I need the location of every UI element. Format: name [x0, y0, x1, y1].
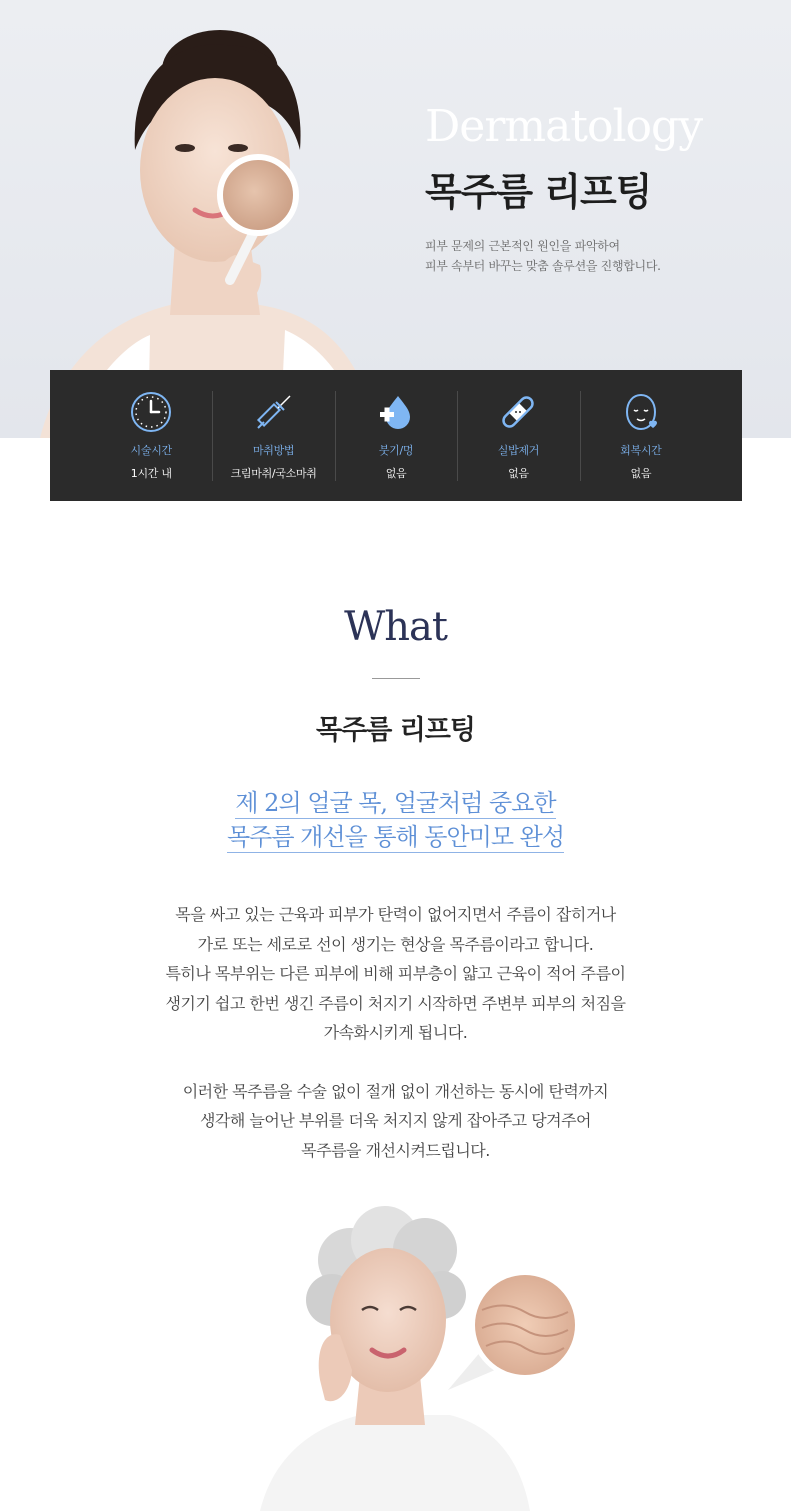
info-label: 실밥제거 — [497, 444, 540, 457]
info-item-duration — [90, 391, 212, 481]
syringe-icon — [252, 390, 296, 434]
quote-line: 제 2의 얼굴 목, 얼굴처럼 중요한 — [235, 789, 556, 817]
body-line: 특히나 목부위는 다른 피부에 비해 피부층이 얇고 근육이 적어 주름이 — [165, 964, 626, 983]
hero-desc-line: 피부 속부터 바꾸는 맞춤 솔루션을 진행합니다. — [425, 259, 661, 273]
bandage-icon — [496, 390, 540, 434]
face-heart-icon — [619, 390, 663, 434]
hero-desc-line: 피부 문제의 근본적인 원인을 파악하여 — [425, 239, 620, 253]
section-subtitle: 목주름 리프팅 — [316, 715, 475, 746]
info-label: 마취방법 — [252, 444, 295, 457]
quote-line: 목주름 개선을 통해 동안미모 완성 — [226, 823, 565, 851]
hero-script-title: Dermatology — [425, 101, 703, 152]
info-label: 붓기/멍 — [378, 444, 414, 457]
body-line: 생각해 늘어난 부위를 더욱 처지지 않게 잡아주고 당겨주어 — [199, 1111, 592, 1130]
info-item-recovery — [580, 391, 702, 481]
info-value: 크림마취/국소마취 — [230, 467, 317, 480]
hero-text-block — [425, 100, 765, 276]
info-item-anesthesia — [212, 391, 334, 481]
section-title-what: What — [344, 604, 447, 650]
divider-line — [372, 678, 420, 679]
clock-icon — [129, 390, 173, 434]
hero-title: 목주름 리프팅 — [425, 170, 652, 214]
body-line: 목을 싸고 있는 근육과 피부가 탄력이 없어지면서 주름이 잡히거나 — [175, 905, 616, 924]
body-line: 생기기 쉽고 한번 생긴 주름이 처지기 시작하면 주변부 피부의 처짐을 — [165, 993, 626, 1013]
procedure-info-bar — [50, 370, 742, 501]
info-value: 없음 — [508, 467, 529, 480]
senior-woman-image — [220, 1200, 600, 1511]
info-value: 없음 — [630, 467, 652, 480]
info-label: 시술시간 — [130, 444, 172, 457]
body-line: 가속화시키게 됩니다. — [323, 1023, 468, 1042]
drop-plus-icon — [374, 390, 418, 434]
info-value: 1시간 내 — [130, 467, 172, 480]
info-item-swelling — [335, 391, 457, 481]
info-label: 회복시간 — [620, 444, 662, 457]
body-line: 목주름을 개선시켜드립니다. — [301, 1140, 490, 1160]
body-line: 이러한 목주름을 수술 없이 절개 없이 개선하는 동시에 탄력까지 — [182, 1081, 609, 1101]
highlight-quote — [0, 786, 791, 854]
paragraph-gap — [0, 1048, 791, 1077]
body-line: 가로 또는 세로로 선이 생기는 현상을 목주름이라고 합니다. — [197, 934, 594, 954]
description-body — [0, 900, 791, 1165]
info-item-stitches — [457, 391, 579, 481]
hero-description — [425, 236, 765, 276]
info-value: 없음 — [385, 467, 407, 480]
